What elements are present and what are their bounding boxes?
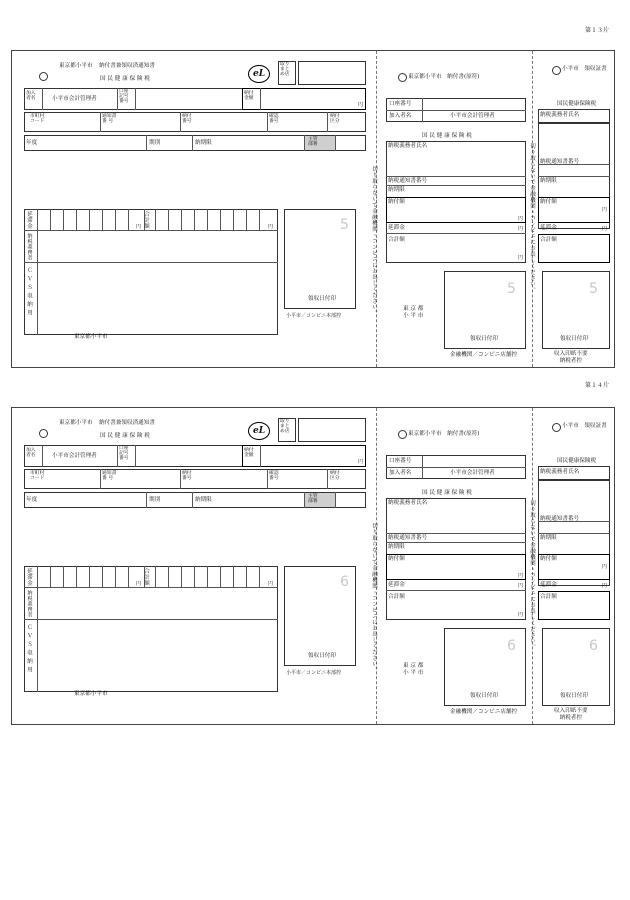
delay-fee-label: 延滞金 [26,211,33,229]
stamp-footer: 金融機関／コンビニ店舗控 [450,352,518,358]
el-logo-icon: eL [248,422,270,440]
deadline-label: 納期限 [195,140,212,146]
left-title-tax: 国 民 健 康 保 険 税 [100,76,150,82]
city-seal-icon [39,429,48,438]
subscriber-value: 小平市会計管理者 [52,453,97,459]
stamp-caption: 領収日付印 [308,296,336,302]
stamp-footer: 収入印紙不要 納税者控 [554,708,588,721]
tax-title: 国民健康保険税 [557,458,597,464]
taxpayer-name-label: 納税義務者氏名 [540,469,580,475]
total-label: 合計額 [388,237,405,243]
account-label: 口座 記号 番号 [119,89,129,105]
right-title: 小平市 領収証書 [562,423,607,429]
notice-number-label: 通知書 番 号 [102,471,117,482]
amount-label: 納付額 [388,556,405,562]
total-label: 合計額 [143,568,150,586]
stamp-caption: 領収日付印 [470,693,498,699]
deadline-label: 納期限 [195,497,212,503]
taxpayer-name-label: 納税義務者氏名 [540,112,580,118]
stamp-footer: 金融機関／コンビニ店舗控 [450,709,518,715]
payment-amount-field [386,554,526,580]
payment-slip-sheet: 東京都小平市 納付書兼領収済通知書 国 民 健 康 保 険 税 eL 取り まと め店 加入 者名 小平市会計管理者 口座 記号 番号 納付 金額 円 市町村 コード 通知書 番 号 納付 番号 確認 番号 納付 区分 年度 期別 納期限 主管 部署 延滞金 合計額 円 円 納税義務者 ＣＶＳ収納用 東京都小平市 6 領収日付印 小平市／コンビニ本部控 切り取らないで金融機関・コンビニにお出しください。 東京都小平市 納付書(原符) 口座番号 加入者名 小平市会計管理者 国 民 健 康 保 険 税 納税義務者氏名 納税通知書番号 納期限 納付額 円 延滞金 円 合計額 円 切り取らないで金融機関・コンビニにお出しください。 東 京 都 小 平 市 6 領収日付印 金融機関／コンビニ店舗控 小平市 領収証書 国民健康保険税 納税義務者氏名 納税通知書番号 納期限 納付額 円 延滞金 円 合計額 6 領収日付印 収入印紙不要 納税者控 [11,407,615,725]
amount-label: 納付 金額 [244,91,254,102]
middle-title: 東京都小平市 納付書(原符) [408,431,480,437]
year-label: 年度 [26,497,38,503]
tax-title: 国民健康保険税 [557,101,597,107]
department-label: 主管 部署 [308,137,318,148]
delay-fee-label: 延滞金 [388,582,405,588]
handling-store-label: 取り まと め店 [280,62,290,78]
subscriber-value: 小平市会計管理者 [450,470,495,476]
el-logo-icon: eL [248,65,270,83]
city-seal-icon [39,72,48,81]
delay-fee-label: 延滞金 [388,225,405,231]
stamp-number: 6 [340,574,349,590]
middle-title: 東京都小平市 納付書(原符) [408,74,480,80]
subscriber-label: 加入者名 [389,470,412,476]
subscriber-label: 加入 者名 [26,91,36,102]
page-label: 第１４片 [585,382,610,389]
account-number-label: 口座番号 [389,101,412,107]
cvs-label: ＣＶＳ収納用 [26,624,33,675]
delay-fee-label: 延滞金 [540,225,557,231]
subscriber-label: 加入者名 [389,113,412,119]
taxpayer-name-label: 納税義務者氏名 [388,500,428,506]
payment-amount-field [386,197,526,223]
confirm-number-label: 確認 番号 [269,471,279,482]
deadline-label: 納期限 [540,535,557,541]
department-label: 主管 部署 [308,494,318,505]
left-title-tax: 国 民 健 康 保 険 税 [100,433,150,439]
handling-store-label: 取り まと め店 [280,419,290,435]
total-label: 合計額 [540,594,557,600]
amount-label: 納付額 [388,199,405,205]
cut-note: 切り取らないで金融機関・コンビニにお出しください。 [371,523,378,673]
notice-number-label: 納税通知書番号 [388,535,428,541]
city-name: 東 京 都 小 平 市 [403,306,424,319]
amount-label: 納付額 [540,199,557,205]
subscriber-label: 加入 者名 [26,448,36,459]
footer-city: 東京都小平市 [74,334,108,340]
left-title-doc: 納付書兼領収済通知書 [99,420,155,426]
city-seal-icon [398,430,407,439]
stamp-caption: 領収日付印 [470,336,498,342]
city-code-label: 市町村 コード [30,114,45,125]
tax-title: 国 民 健 康 保 険 税 [422,490,472,496]
city-name: 東 京 都 小 平 市 [403,663,424,676]
notice-number-label: 納税通知書番号 [388,178,428,184]
city-seal-icon [552,66,561,75]
term-label: 期別 [149,497,161,503]
deadline-label: 納期限 [388,544,405,550]
payment-category-label: 納付 区分 [330,114,340,125]
deadline-label: 納期限 [540,178,557,184]
term-label: 期別 [149,140,161,146]
payment-number-label: 納付 番号 [182,114,192,125]
stamp-footer: 収入印紙不要 納税者控 [554,351,588,364]
total-label: 合計額 [540,237,557,243]
stamp-caption: 領収日付印 [560,336,588,342]
cvs-label: ＣＶＳ収納用 [26,267,33,318]
stamp-caption: 領収日付印 [560,693,588,699]
amount-label: 納付 金額 [244,448,254,459]
account-label: 口座 記号 番号 [119,446,129,462]
left-title-doc: 納付書兼領収済通知書 [99,63,155,69]
subscriber-value: 小平市会計管理者 [52,96,97,102]
city-code-label: 市町村 コード [30,471,45,482]
city-seal-icon [552,423,561,432]
handling-store-field [298,61,366,85]
payment-category-label: 納付 区分 [330,471,340,482]
left-title-city: 東京都小平市 [59,420,93,426]
stamp-caption: 領収日付印 [308,653,336,659]
page-label: 第１３片 [585,27,610,34]
total-label: 合計額 [388,594,405,600]
notice-number-label: 納税通知書番号 [540,516,580,522]
notice-number-label: 納税通知書番号 [540,159,580,165]
footer-city: 東京都小平市 [74,691,108,697]
right-title: 小平市 領収証書 [562,66,607,72]
payment-slip-sheet: 東京都小平市 納付書兼領収済通知書 国 民 健 康 保 険 税 eL 取り まと め店 加入 者名 小平市会計管理者 口座 記号 番号 納付 金額 円 市町村 コード 通知書 番 号 納付 番号 確認 番号 納付 区分 年度 期別 納期限 主管 部署 延滞金 合計額 円 円 納税義務者 ＣＶＳ収納用 東京都小平市 5 領収日付印 小平市／コンビニ本部控 切り取らないで金融機関・コンビニにお出しください。 東京都小平市 納付書(原符) 口座番号 加入者名 小平市会計管理者 国 民 健 康 保 険 税 納税義務者氏名 納税通知書番号 納期限 納付額 円 延滞金 円 合計額 円 切り取らないで金融機関・コンビニにお出しください。 東 京 都 小 平 市 5 領収日付印 金融機関／コンビニ店舗控 小平市 領収証書 国民健康保険税 納税義務者氏名 納税通知書番号 納期限 納付額 円 延滞金 円 合計額 5 領収日付印 収入印紙不要 納税者控 [11,50,615,368]
stamp-footer: 小平市／コンビニ本部控 [286,670,342,676]
account-number-label: 口座番号 [389,458,412,464]
stamp-footer: 小平市／コンビニ本部控 [286,313,342,319]
left-title-city: 東京都小平市 [59,63,93,69]
deadline-label: 納期限 [388,187,405,193]
year-label: 年度 [26,140,38,146]
delay-fee-label: 延滞金 [540,582,557,588]
taxpayer-name-label: 納税義務者氏名 [388,143,428,149]
city-seal-icon [398,73,407,82]
cut-note: 切り取らないで金融機関・コンビニにお出しください。 [529,500,536,650]
taxpayer-label: 納税義務者 [26,233,33,261]
payment-number-label: 納付 番号 [182,471,192,482]
subscriber-value: 小平市会計管理者 [450,113,495,119]
taxpayer-label: 納税義務者 [26,590,33,618]
confirm-number-label: 確認 番号 [269,114,279,125]
total-label: 合計額 [143,211,150,229]
stamp-number: 5 [340,217,349,233]
delay-fee-label: 延滞金 [26,568,33,586]
tax-title: 国 民 健 康 保 険 税 [422,133,472,139]
amount-label: 納付額 [540,556,557,562]
cut-note: 切り取らないで金融機関・コンビニにお出しください。 [371,166,378,316]
notice-number-label: 通知書 番 号 [102,114,117,125]
cut-note: 切り取らないで金融機関・コンビニにお出しください。 [529,143,536,293]
handling-store-field [298,418,366,442]
